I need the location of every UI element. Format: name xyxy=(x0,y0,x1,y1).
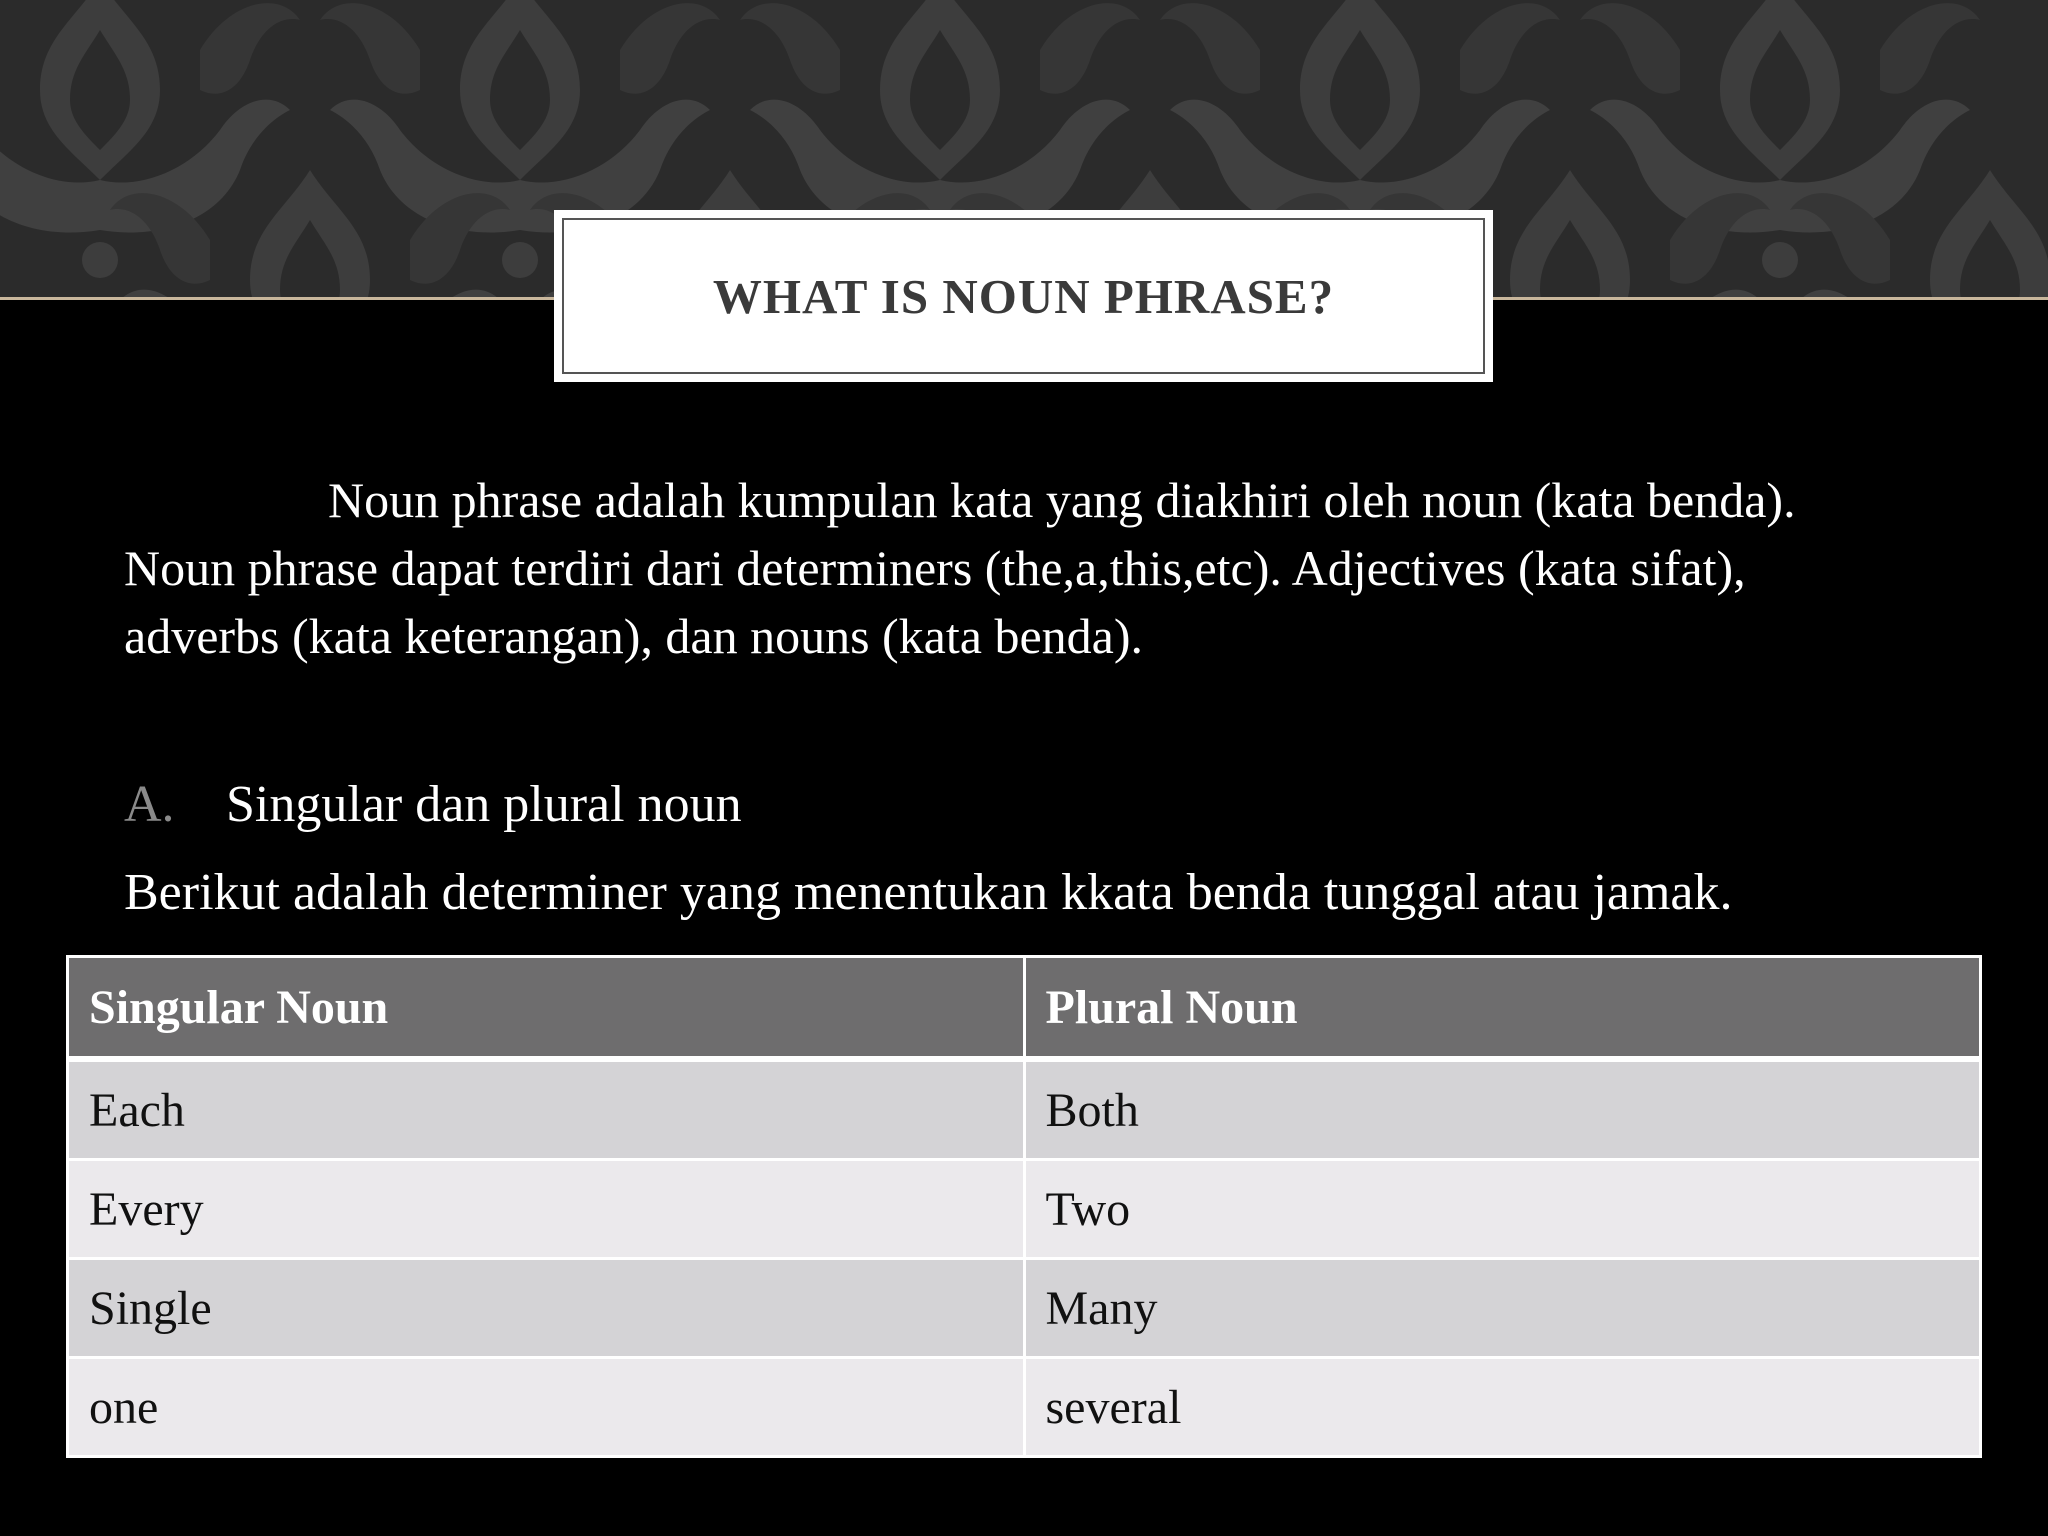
header-singular-noun: Singular Noun xyxy=(68,957,1025,1060)
plural-cell: Many xyxy=(1024,1259,1981,1358)
title-box xyxy=(554,210,1493,382)
table-intro: Berikut adalah determiner yang menentukan kkata benda tunggal atau jamak. xyxy=(124,864,1733,921)
singular-cell: one xyxy=(68,1358,1025,1457)
plural-cell: Two xyxy=(1024,1160,1981,1259)
definition-paragraph: Noun phrase adalah kumpulan kata yang diakhiri oleh noun (kata benda). Noun phrase dapat terdiri dari determiners (the,a,this,etc). Adjectives (kata sifat), adverbs (kata keterangan), dan nouns (kata benda). xyxy=(124,472,1796,664)
plural-cell: several xyxy=(1024,1358,1981,1457)
plural-cell: Both xyxy=(1024,1059,1981,1160)
determiner-table xyxy=(66,955,1982,1458)
table-row xyxy=(68,1160,1981,1259)
singular-cell: Every xyxy=(68,1160,1025,1259)
table-row xyxy=(68,1259,1981,1358)
list-marker: A. xyxy=(124,776,175,833)
list-item-text: Singular dan plural noun xyxy=(226,776,742,833)
table-header-row xyxy=(68,957,1981,1060)
table-row xyxy=(68,1059,1981,1160)
singular-cell: Each xyxy=(68,1059,1025,1160)
table-row xyxy=(68,1358,1981,1457)
list-item-a xyxy=(124,770,1904,840)
slide-title: WHAT IS NOUN PHRASE? xyxy=(712,268,1335,324)
singular-cell: Single xyxy=(68,1259,1025,1358)
header-plural-noun: Plural Noun xyxy=(1024,957,1981,1060)
